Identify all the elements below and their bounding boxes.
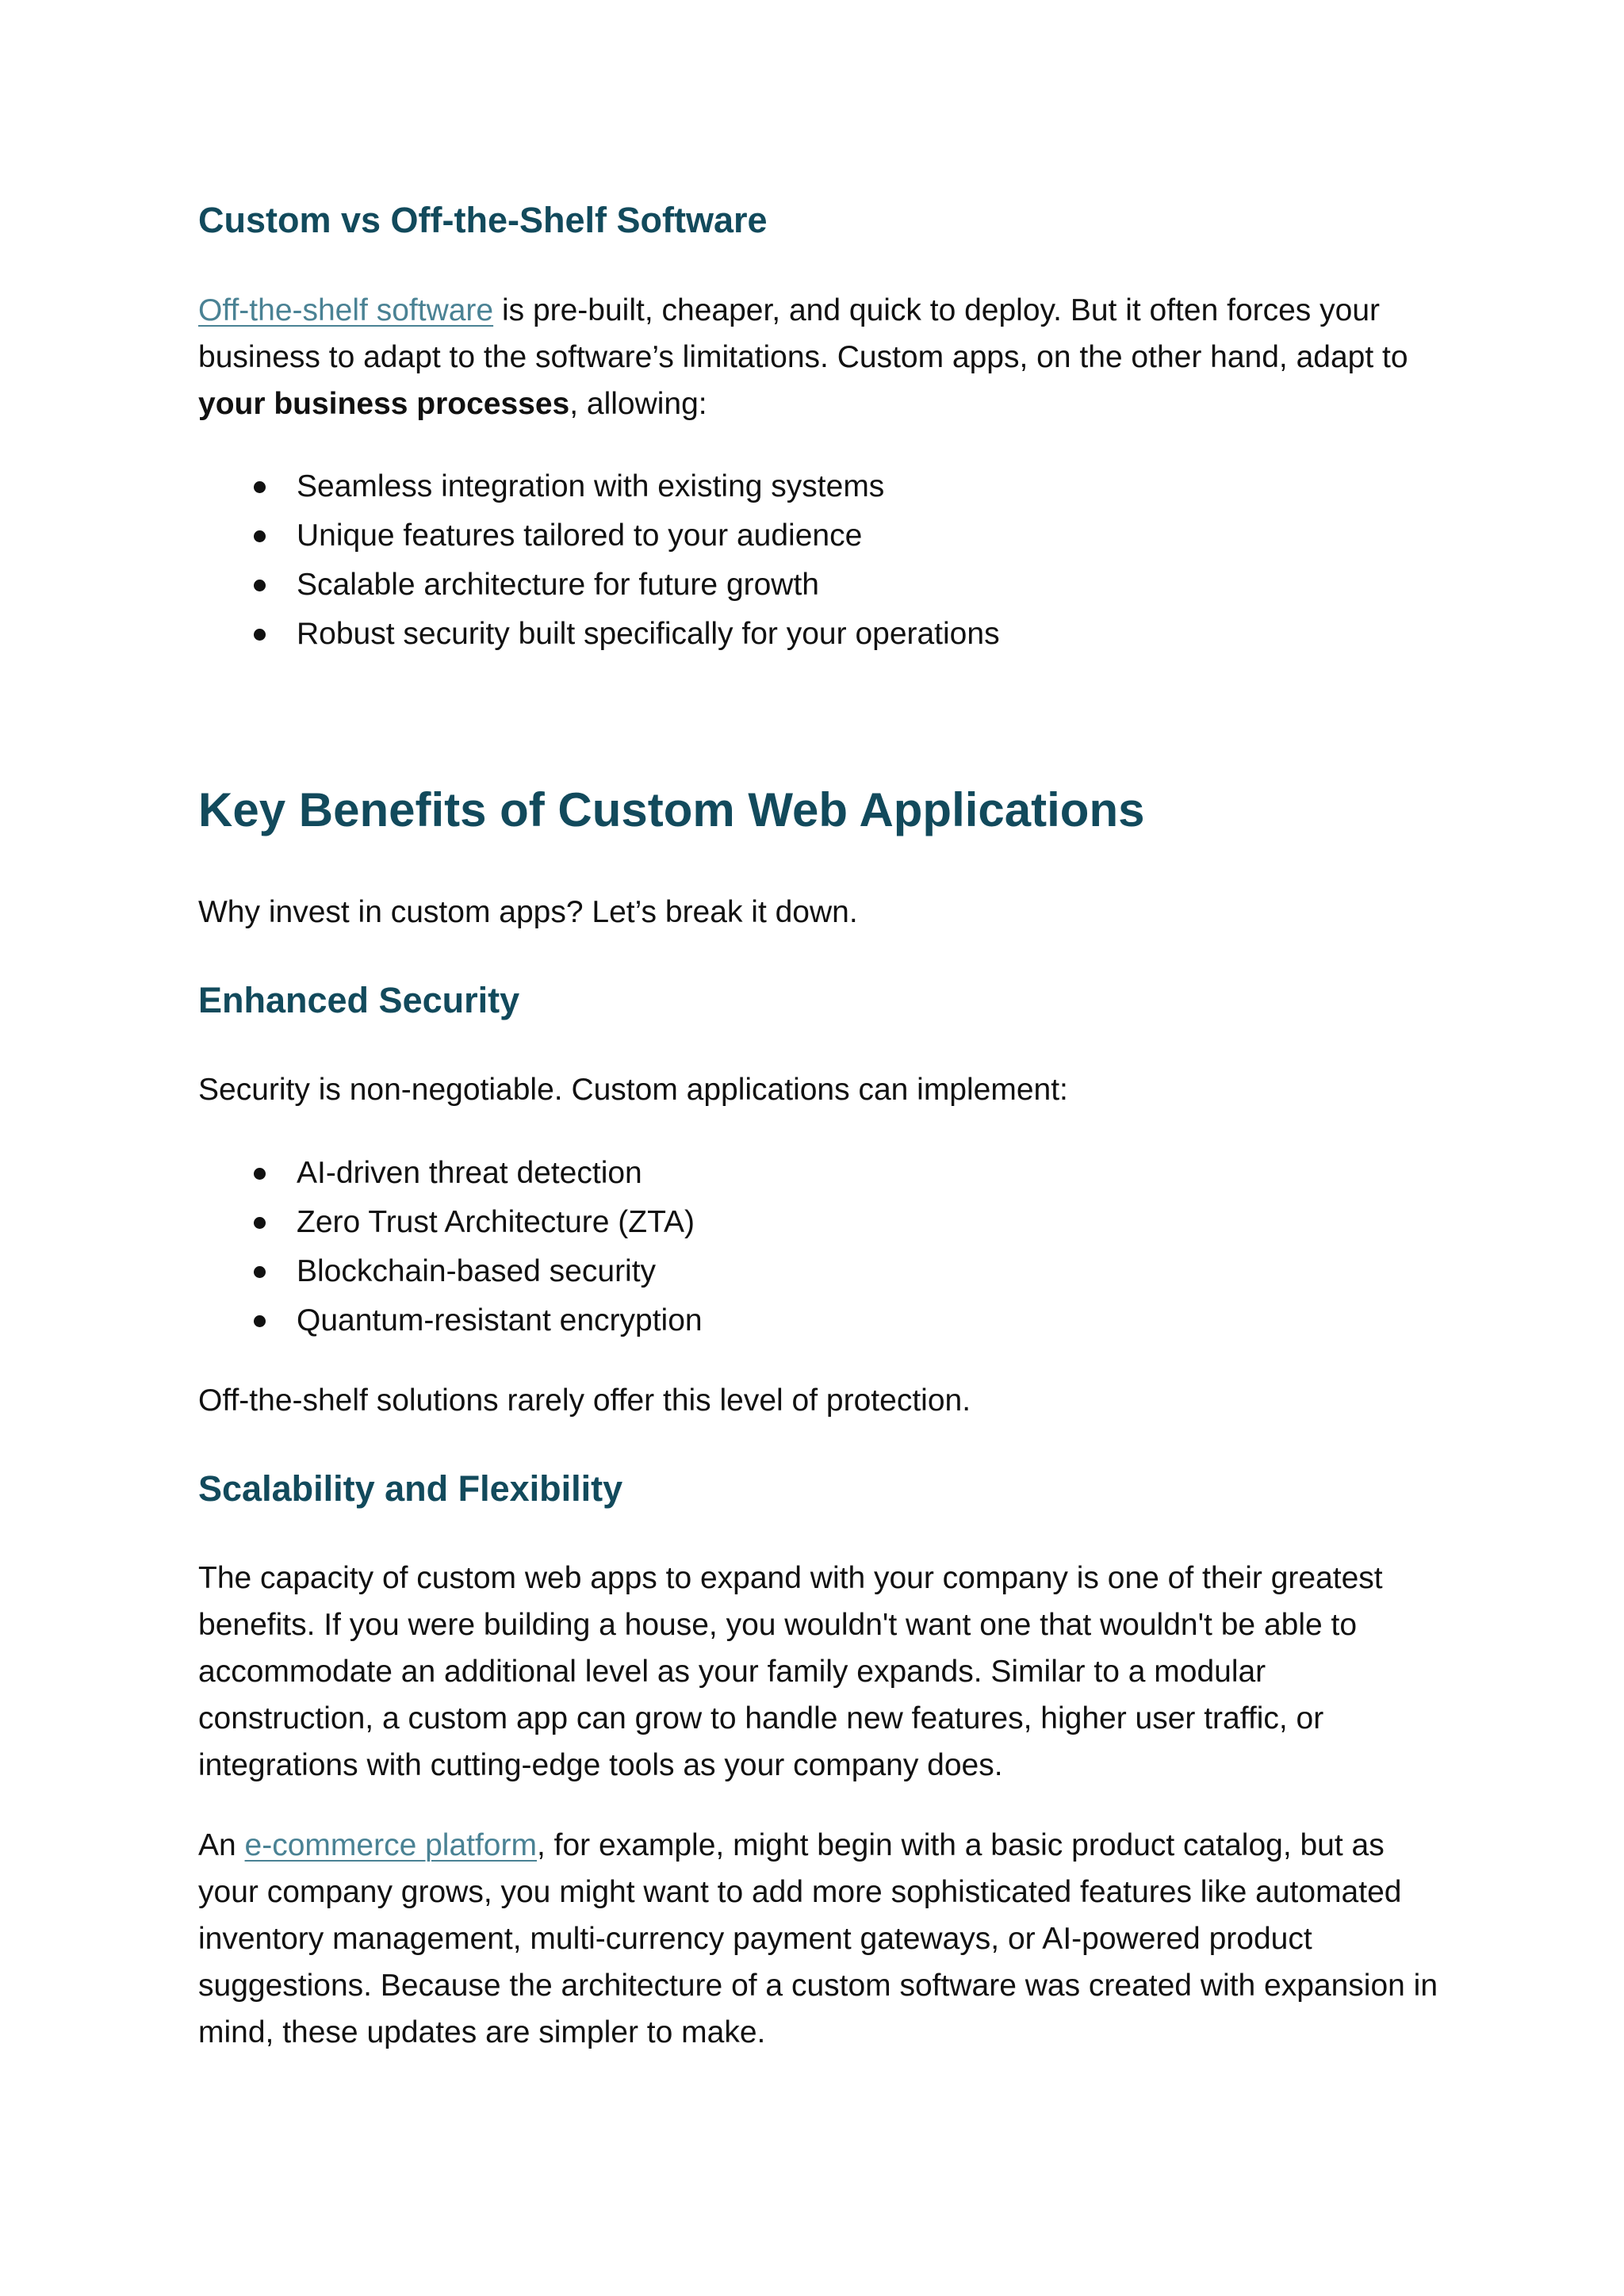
list-item-text: Seamless integration with existing systems bbox=[297, 469, 885, 503]
list-item bbox=[198, 1149, 1443, 1198]
heading-enhanced-security: Enhanced Security bbox=[198, 980, 520, 1020]
paragraph-scalability-1: The capacity of custom web apps to expand with your company is one of their greatest benefits. If you were building a house, you wouldn't want one that wouldn't be able to accommodate an additional level as your family expands. Similar to a modular construction, a custom app can grow to handle new features, higher user traffic, or integrations with cutting-edge tools as your company does. bbox=[198, 1561, 1383, 1782]
bullet-icon bbox=[254, 629, 266, 641]
para2-text-after-link: , for example, might begin with a basic product catalog, but as your company grows, you might want to add more sophisticated features like automated inventory management, multi-currency payment gateways, or AI-powered product suggestions. Because the architecture of a custom software was created with expansion in mind, these updates are simpler to make. bbox=[198, 1828, 1438, 2049]
list-item-text: Zero Trust Architecture (ZTA) bbox=[297, 1205, 695, 1239]
list-item bbox=[198, 1247, 1443, 1296]
list-item bbox=[198, 1198, 1443, 1247]
list-item-text: Robust security built specifically for your operations bbox=[297, 617, 1000, 651]
bullet-icon bbox=[254, 580, 266, 591]
list-security-features bbox=[198, 1149, 1443, 1345]
para2-text-before-link: An bbox=[198, 1828, 245, 1862]
bullet-icon bbox=[254, 481, 266, 493]
list-item-text: Quantum-resistant encryption bbox=[297, 1303, 703, 1337]
bullet-icon bbox=[254, 1168, 266, 1180]
list-item-text: Blockchain-based security bbox=[297, 1254, 657, 1288]
list-item bbox=[198, 511, 1443, 561]
intro-text-end: , allowing: bbox=[569, 387, 707, 421]
intro-text-after-link: is pre-built, cheaper, and quick to deploy. But it often forces your business to adapt to the software’s limitations. Custom apps, on the other hand, adapt to bbox=[198, 293, 1408, 374]
paragraph-scalability-2 bbox=[198, 1822, 1443, 2056]
paragraph-security-intro: Security is non-negotiable. Custom applications can implement: bbox=[198, 1073, 1068, 1107]
list-item bbox=[198, 561, 1443, 610]
link-e-commerce-platform[interactable]: e-commerce platform bbox=[244, 1828, 537, 1862]
list-item-text: AI-driven threat detection bbox=[297, 1156, 642, 1190]
link-off-the-shelf-software[interactable]: Off-the-shelf software bbox=[198, 293, 494, 327]
bullet-icon bbox=[254, 1266, 266, 1278]
heading-scalability-flexibility: Scalability and Flexibility bbox=[198, 1468, 623, 1509]
intro-bold-text: your business processes bbox=[198, 387, 570, 421]
paragraph-key-benefits-intro: Why invest in custom apps? Let’s break it down. bbox=[198, 895, 858, 929]
paragraph-security-outro: Off-the-shelf solutions rarely offer this level of protection. bbox=[198, 1383, 971, 1418]
list-item bbox=[198, 1296, 1443, 1345]
paragraph-custom-vs-intro bbox=[198, 287, 1443, 427]
bullet-icon bbox=[254, 1217, 266, 1229]
list-custom-benefits bbox=[198, 462, 1443, 659]
heading-custom-vs-off-the-shelf: Custom vs Off-the-Shelf Software bbox=[198, 200, 768, 240]
list-item bbox=[198, 610, 1443, 659]
heading-key-benefits: Key Benefits of Custom Web Applications bbox=[198, 783, 1145, 836]
list-item-text: Unique features tailored to your audience bbox=[297, 519, 863, 553]
list-item-text: Scalable architecture for future growth bbox=[297, 568, 820, 602]
bullet-icon bbox=[254, 530, 266, 542]
list-item bbox=[198, 462, 1443, 511]
bullet-icon bbox=[254, 1315, 266, 1327]
